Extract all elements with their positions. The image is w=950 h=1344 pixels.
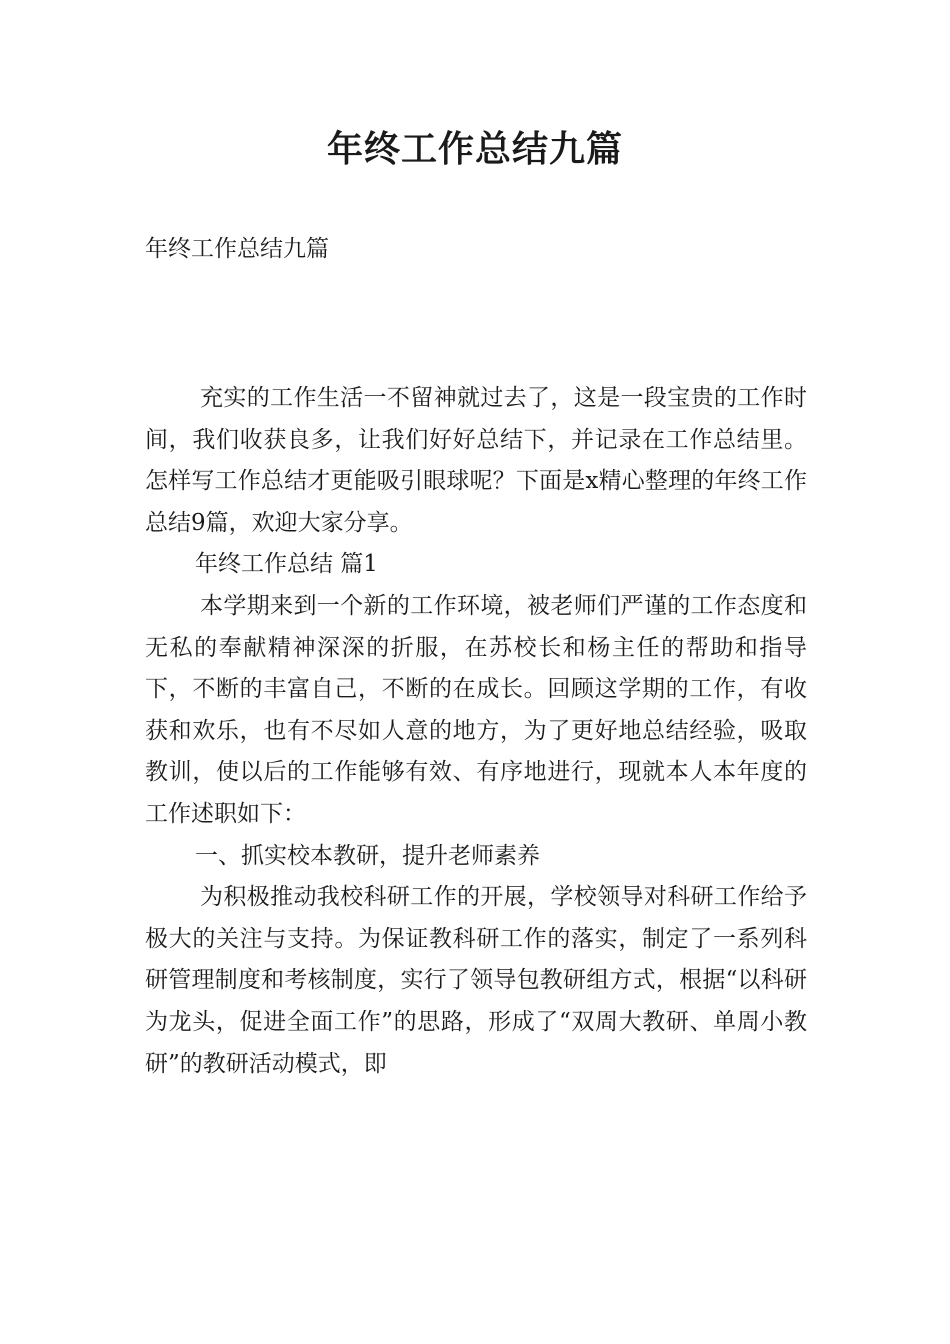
- intro-paragraph: 充实的工作生活一不留神就过去了，这是一段宝贵的工作时间，我们收获良多，让我们好好总结下，并记录在工作总结里。怎样写工作总结才更能吸引眼球呢？下面是x精心整理的年终工作总结9篇，欢迎大家分享。: [145, 385, 807, 536]
- section-heading-1: 一、抓实校本教研，提升老师素养: [195, 842, 540, 869]
- section-heading-part-1: 年终工作总结 篇1: [195, 551, 378, 578]
- document-title: 年终工作总结九篇: [326, 129, 623, 170]
- document-body: [145, 378, 807, 1085]
- body-paragraph: 为积极推动我校科研工作的开展，学校领导对科研工作给予极大的关注与支持。为保证教科研工作的落实，制定了一系列科研管理制度和考核制度，实行了领导包教研组方式，根据“以科研为龙头，促进全面工作”的思路，形成了“双周大教研、单周小教研”的教研活动模式，即: [145, 884, 807, 1077]
- document-subtitle: 年终工作总结九篇: [145, 236, 329, 262]
- body-paragraph: 本学期来到一个新的工作环境，被老师们严谨的工作态度和无私的奉献精神深深的折服，在苏校长和杨主任的帮助和指导下，不断的丰富自己，不断的在成长。回顾这学期的工作，有收获和欢乐，也有不尽如人意的地方，为了更好地总结经验，吸取教训，使以后的工作能够有效、有序地进行，现就本人本年度的工作述职如下：: [145, 592, 807, 827]
